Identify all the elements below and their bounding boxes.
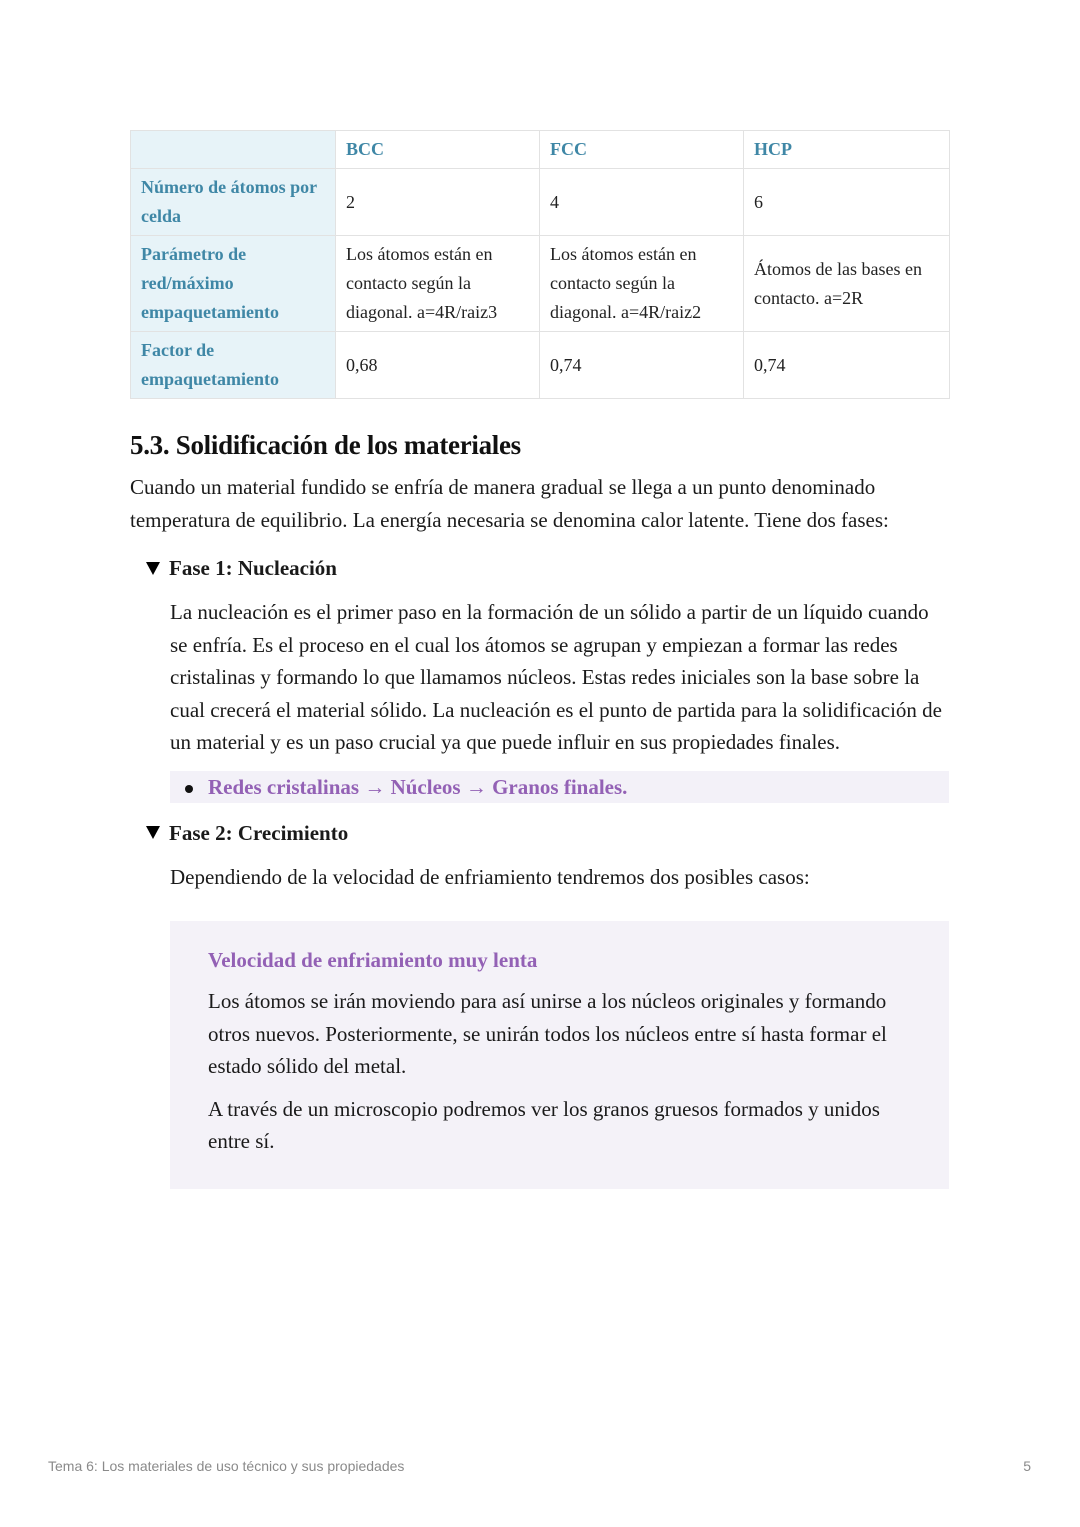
table-corner-cell <box>131 131 336 169</box>
table-row <box>131 236 950 332</box>
table-cell: 6 <box>744 169 950 236</box>
callout-title: Velocidad de enfriamiento muy lenta <box>208 948 538 972</box>
section-intro: Cuando un material fundido se enfría de manera gradual se llega a un punto denominado temperatura de equilibrio. La energía necesaria se denomina calor latente. Tiene dos fases: <box>130 475 889 532</box>
page-number: 5 <box>1023 1458 1031 1474</box>
callout-paragraph: A través de un microscopio podremos ver los granos gruesos formados y unidos entre sí. <box>208 1096 880 1153</box>
crystal-structures-table <box>130 130 950 399</box>
phase-2-content <box>170 861 949 1189</box>
row-header: Número de átomos por celda <box>131 169 336 236</box>
section-heading: 5.3. Solidificación de los materiales <box>130 430 521 460</box>
phase-1-body: La nucleación es el primer paso en la formación de un sólido a partir de un líquido cuando se enfría. Es el proceso en el cual los átomos se agrupan y empiezan a formar las redes cristalinas y formando lo que llamamos núcleos. Estas redes iniciales son la base sobre la cual crecerá el material sólido. La nucleación es el punto de partida para la solidificación de un material y es un paso crucial ya que puede influir en sus propiedades finales. <box>170 600 942 754</box>
table-header-row <box>131 131 950 169</box>
table-cell: Los átomos están en contacto según la diagonal. a=4R/raiz2 <box>540 236 744 332</box>
triangle-down-icon <box>146 562 160 575</box>
table-cell: 2 <box>336 169 540 236</box>
phase-1-summary[interactable] <box>146 552 949 584</box>
table-row <box>131 332 950 399</box>
table-cell: 0,68 <box>336 332 540 399</box>
page-content <box>130 130 949 1189</box>
table-cell: Átomos de las bases en contacto. a=2R <box>744 236 950 332</box>
table-cell: Los átomos están en contacto según la diagonal. a=4R/raiz3 <box>336 236 540 332</box>
phase-2-toggle <box>146 817 949 1189</box>
page-footer <box>48 1458 1031 1474</box>
table-cell: 4 <box>540 169 744 236</box>
phase-1-toggle <box>146 552 949 803</box>
row-header: Factor de empaquetamiento <box>131 332 336 399</box>
phase-2-body: Dependiendo de la velocidad de enfriamiento tendremos dos posibles casos: <box>170 864 810 889</box>
phase-2-title: Fase 2: Crecimiento <box>169 820 349 845</box>
phase-1-content <box>170 596 949 803</box>
bullet-dot-icon <box>185 785 193 793</box>
callout-box <box>170 921 949 1189</box>
row-header: Parámetro de red/máximo empaquetamiento <box>131 236 336 332</box>
callout-paragraph: Los átomos se irán moviendo para así unirse a los núcleos originales y formando otros nuevos. Posteriormente, se unirán todos los núcleos entre sí hasta formar el estado sólido del metal. <box>208 989 887 1078</box>
table-cell: 0,74 <box>540 332 744 399</box>
highlighted-bullet <box>170 771 949 803</box>
column-header: FCC <box>540 131 744 169</box>
table-cell: 0,74 <box>744 332 950 399</box>
triangle-down-icon <box>146 826 160 839</box>
column-header: HCP <box>744 131 950 169</box>
table-row <box>131 169 950 236</box>
footer-title: Tema 6: Los materiales de uso técnico y sus propiedades <box>48 1458 405 1474</box>
phase-2-summary[interactable] <box>146 817 949 849</box>
bullet-text: Redes cristalinas → Núcleos → Granos finales. <box>208 774 628 799</box>
phase-1-title: Fase 1: Nucleación <box>169 556 337 580</box>
column-header: BCC <box>336 131 540 169</box>
